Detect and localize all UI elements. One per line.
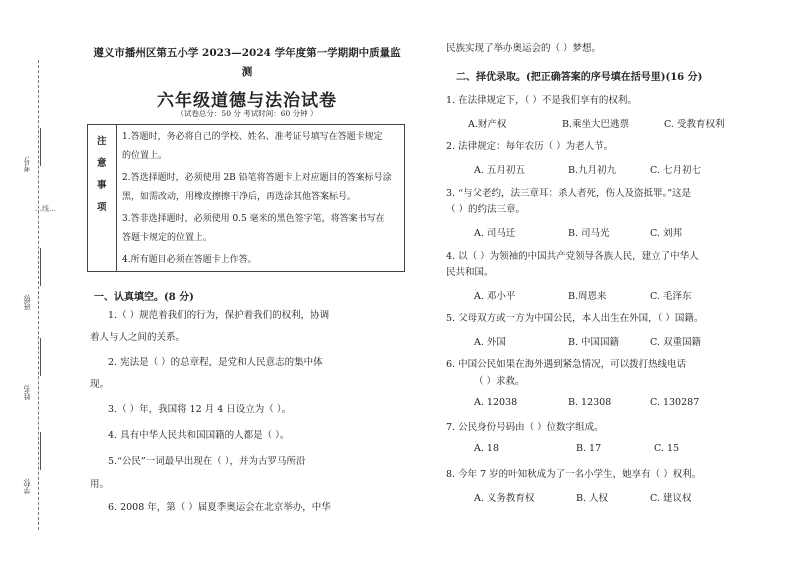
choice-question: 2. 法律规定：每年农历（ ）为老人节。 [446,141,614,152]
choice-option: B. 中国国籍 [568,337,620,348]
choice-option: A. 邓小平 [474,291,516,302]
choice-option: C. 15 [654,443,680,454]
notice-heading [88,125,117,271]
choice-option: C. 建议权 [650,493,692,504]
exam-number-label: 考号: [23,156,31,173]
choice-question: 1. 在法律规定下，（ ）不是我们享有的权利。 [446,95,637,106]
name-blank [40,338,41,376]
exam-meta: （试卷总分：50 分 考试时间：60 分钟 ） [176,109,318,118]
choice-option: C. 受教育权利 [664,119,725,130]
school-heading-line2: 测 [241,66,253,78]
choice-option: A. 18 [474,443,499,454]
fill-question: 着人与人之间的关系。 [90,332,186,343]
choice-question: 民共和国。 [446,267,494,278]
notice-head-char: 意 [97,158,107,169]
notice-item: 2.答选择题时，必须使用 2B 铅笔将答题卡上对应题目的答案标号涂 [122,173,392,183]
school-heading-line1: 遵义市播州区第五小学 2023—2024 学年度第一学期期中质量监 [93,47,401,59]
choice-option: B.周恩来 [568,291,607,302]
choice-option: A. 外国 [474,337,506,348]
fill-question-continued: 民族实现了举办奥运会的（ ）梦想。 [446,43,602,54]
notice-item: 4.所有题目必须在答题卡上作答。 [122,255,257,265]
exam-number-blank [40,128,41,166]
fill-question: 3.（ ）年，我国将 12 月 4 日设立为（ ）。 [108,404,292,415]
choice-question: 6. 中国公民如果在海外遇到紧急情况，可以拨打热线电话 [446,359,687,370]
choice-option: A. 司马迁 [474,228,516,239]
choice-option: C. 毛泽东 [650,291,692,302]
choice-option: A. 12038 [474,397,518,408]
class-label: 班级: [23,294,31,311]
choice-question: （ ）求救。 [474,376,525,387]
notice-head-char: 事 [97,180,107,191]
choice-option: C. 七月初七 [650,165,701,176]
notice-head-char: 注 [97,136,107,147]
name-label: 姓名: [23,384,31,401]
section1-title: 一、认真填空。(8 分) [94,292,194,303]
choice-option: B. 12308 [568,397,612,408]
choice-option: B. 司马光 [568,228,610,239]
choice-option: C. 130287 [650,397,700,408]
fill-question: 用。 [90,479,110,490]
class-blank [40,248,41,286]
notice-item: 1.答题时，务必将自己的学校、姓名、准考证号填写在答题卡规定 [122,132,383,142]
choice-option: B.乘坐大巴逃票 [562,119,630,130]
notice-head-char: 项 [97,202,107,213]
fill-question: 5.“公民”一词最早出现在（ ），并为古罗马所沿 [108,456,306,467]
fill-question: 1.（ ）规范着我们的行为，保护着我们的权利，协调 [108,310,330,321]
binding-dot-mark: …线… [35,205,56,213]
section2-title: 二、择优录取。(把正确答案的序号填在括号里)(16 分) [456,72,703,83]
fill-question: 6. 2008 年，第（ ）届夏季奥运会在北京举办，中华 [108,502,331,513]
choice-option: C. 刘邦 [650,228,682,239]
exam-title: 六年级道德与法治试卷 [157,91,337,111]
choice-question: 4. 以（ ）为领袖的中国共产党领导各族人民，建立了中华人 [446,251,699,262]
choice-option: A. 五月初五 [474,165,525,176]
choice-option: A.财产权 [468,119,507,130]
choice-option: B.九月初九 [568,165,617,176]
choice-option: B. 17 [576,443,602,454]
notice-box [87,124,405,272]
fill-question: 4. 具有中华人民共和国国籍的人都是（ ）。 [108,430,290,441]
binding-line [38,60,39,530]
choice-question: 8. 今年 7 岁的叶知秋成为了一名小学生，她享有（ ）权利。 [446,469,702,480]
choice-option: B. 人权 [576,493,609,504]
fill-question: 2. 宪法是（ ）的总章程，是党和人民意志的集中体 [108,357,323,368]
choice-question: 7. 公民身份号码由（ ）位数字组成。 [446,422,604,433]
choice-question: 5. 父母双方或一方为中国公民，本人出生在外国，（ ）国籍。 [446,313,704,324]
school-heading [84,44,410,82]
choice-question: （ ）的约法三章。 [446,204,526,215]
notice-item: 的位置上。 [122,151,168,161]
choice-option: A. 义务教育权 [474,493,535,504]
notice-item: 黑，如需改动，用橡皮擦擦干净后，再选涂其他答案标号。 [122,192,357,202]
school-label: 学校: [23,478,31,495]
choice-question: 3. “与父老约，法三章耳：杀人者死，伤人及盗抵罪。”这是 [446,188,692,199]
choice-option: C. 双重国籍 [650,337,701,348]
notice-item: 3.答非选择题时，必须使用 0.5 毫米的黑色签字笔，将答案书写在 [122,214,385,224]
notice-item: 答题卡规定的位置上。 [122,233,213,243]
school-blank [40,432,41,470]
fill-question: 现。 [90,379,110,390]
